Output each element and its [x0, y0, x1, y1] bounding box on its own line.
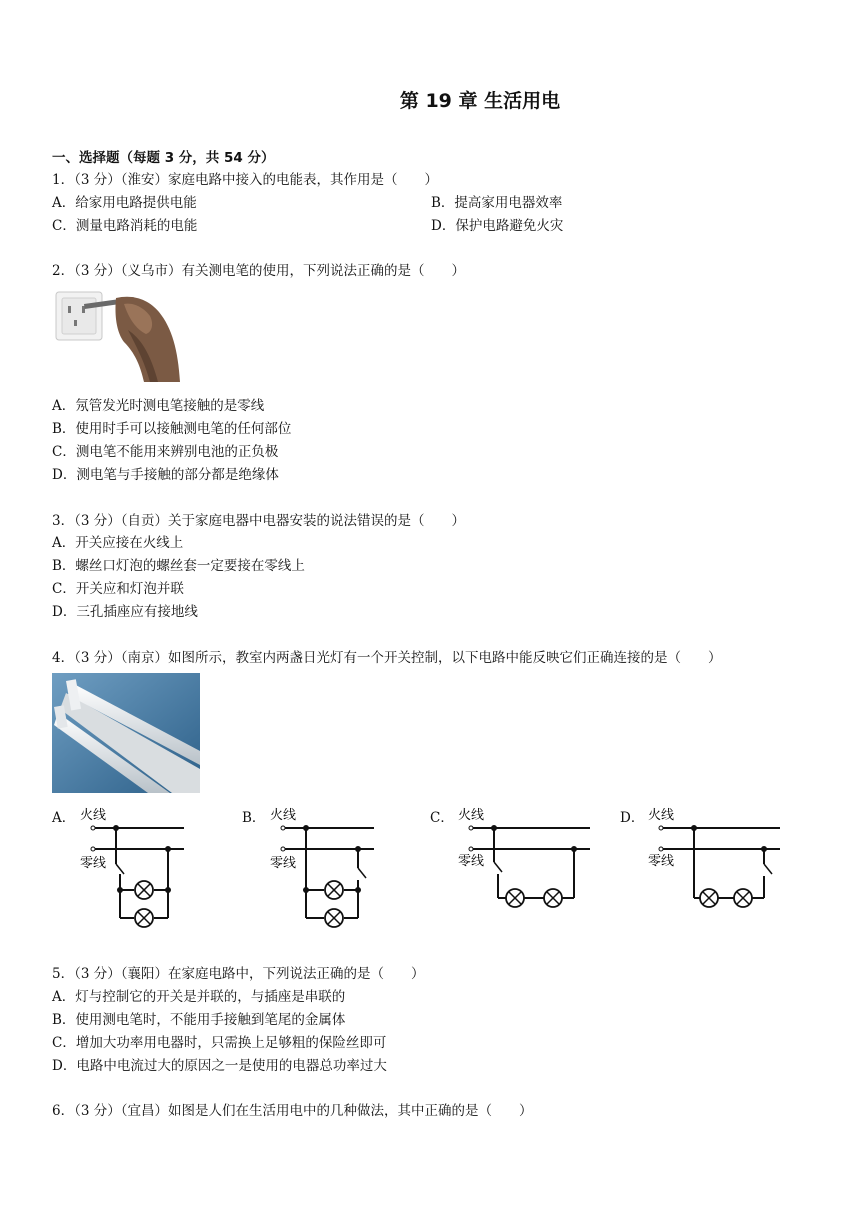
- circuit-a-label: A．: [52, 810, 76, 826]
- question-2-stem: 2．（3 分）（义乌市）有关测电笔的使用，下列说法正确的是（ ）: [52, 263, 465, 279]
- neutral-wire-label: 零线: [270, 856, 297, 871]
- live-wire-label: 火线: [80, 808, 107, 823]
- live-wire-label: 火线: [648, 808, 675, 823]
- question-2-option-c: C．测电笔不能用来辨别电池的正负极: [52, 444, 279, 460]
- circuit-c-diagram: [454, 804, 594, 914]
- fluorescent-lamp-photo: [52, 673, 200, 793]
- question-5-option-a: A．灯与控制它的开关是并联的，与插座是串联的: [52, 989, 346, 1005]
- question-3-option-b: B．螺丝口灯泡的螺丝套一定要接在零线上: [52, 558, 305, 574]
- question-6-stem: 6．（3 分）（宜昌）如图是人们在生活用电中的几种做法，其中正确的是（ ）: [52, 1103, 533, 1119]
- question-1-option-b: B．提高家用电器效率: [431, 195, 563, 211]
- test-pen-photo: [54, 290, 180, 382]
- question-3-option-d: D．三孔插座应有接地线: [52, 604, 198, 620]
- circuit-a-diagram: [76, 804, 196, 934]
- live-wire-label: 火线: [270, 808, 297, 823]
- question-2-option-b: B．使用时手可以接触测电笔的任何部位: [52, 421, 292, 437]
- circuit-b-diagram: [266, 804, 386, 934]
- circuit-c-label: C．: [430, 810, 454, 826]
- question-2-option-a: A．氖管发光时测电笔接触的是零线: [52, 398, 265, 414]
- live-wire-label: 火线: [458, 808, 485, 823]
- circuit-d-label: D．: [620, 810, 645, 826]
- question-5-option-b: B．使用测电笔时，不能用手接触到笔尾的金属体: [52, 1012, 346, 1028]
- circuit-d-diagram: [644, 804, 784, 914]
- question-1-option-c: C．测量电路消耗的电能: [52, 218, 198, 234]
- question-3-stem: 3．（3 分）（自贡）关于家庭电器中电器安装的说法错误的是（ ）: [52, 513, 465, 529]
- neutral-wire-label: 零线: [80, 856, 107, 871]
- question-3-option-a: A．开关应接在火线上: [52, 535, 184, 551]
- question-5-option-c: C．增加大功率用电器时，只需换上足够粗的保险丝即可: [52, 1035, 387, 1051]
- question-5-option-d: D．电路中电流过大的原因之一是使用的电器总功率过大: [52, 1058, 387, 1074]
- page-title: 第 19 章 生活用电: [399, 90, 561, 112]
- question-3-option-c: C．开关应和灯泡并联: [52, 581, 184, 597]
- question-5-stem: 5．（3 分）（襄阳）在家庭电路中，下列说法正确的是（ ）: [52, 966, 425, 982]
- question-4-stem: 4．（3 分）（南京）如图所示，教室内两盏日光灯有一个开关控制，以下电路中能反映它们正确连接的是（ ）: [52, 650, 722, 666]
- question-1-option-a: A．给家用电路提供电能: [52, 195, 197, 211]
- section-heading: 一、选择题（每题 3 分，共 54 分）: [52, 150, 275, 166]
- question-1-option-d: D．保护电路避免火灾: [431, 218, 564, 234]
- question-2-option-d: D．测电笔与手接触的部分都是绝缘体: [52, 467, 279, 483]
- circuit-b-label: B．: [242, 810, 266, 826]
- neutral-wire-label: 零线: [648, 854, 675, 869]
- question-1-stem: 1．（3 分）（淮安）家庭电路中接入的电能表，其作用是（ ）: [52, 172, 438, 188]
- neutral-wire-label: 零线: [458, 854, 485, 869]
